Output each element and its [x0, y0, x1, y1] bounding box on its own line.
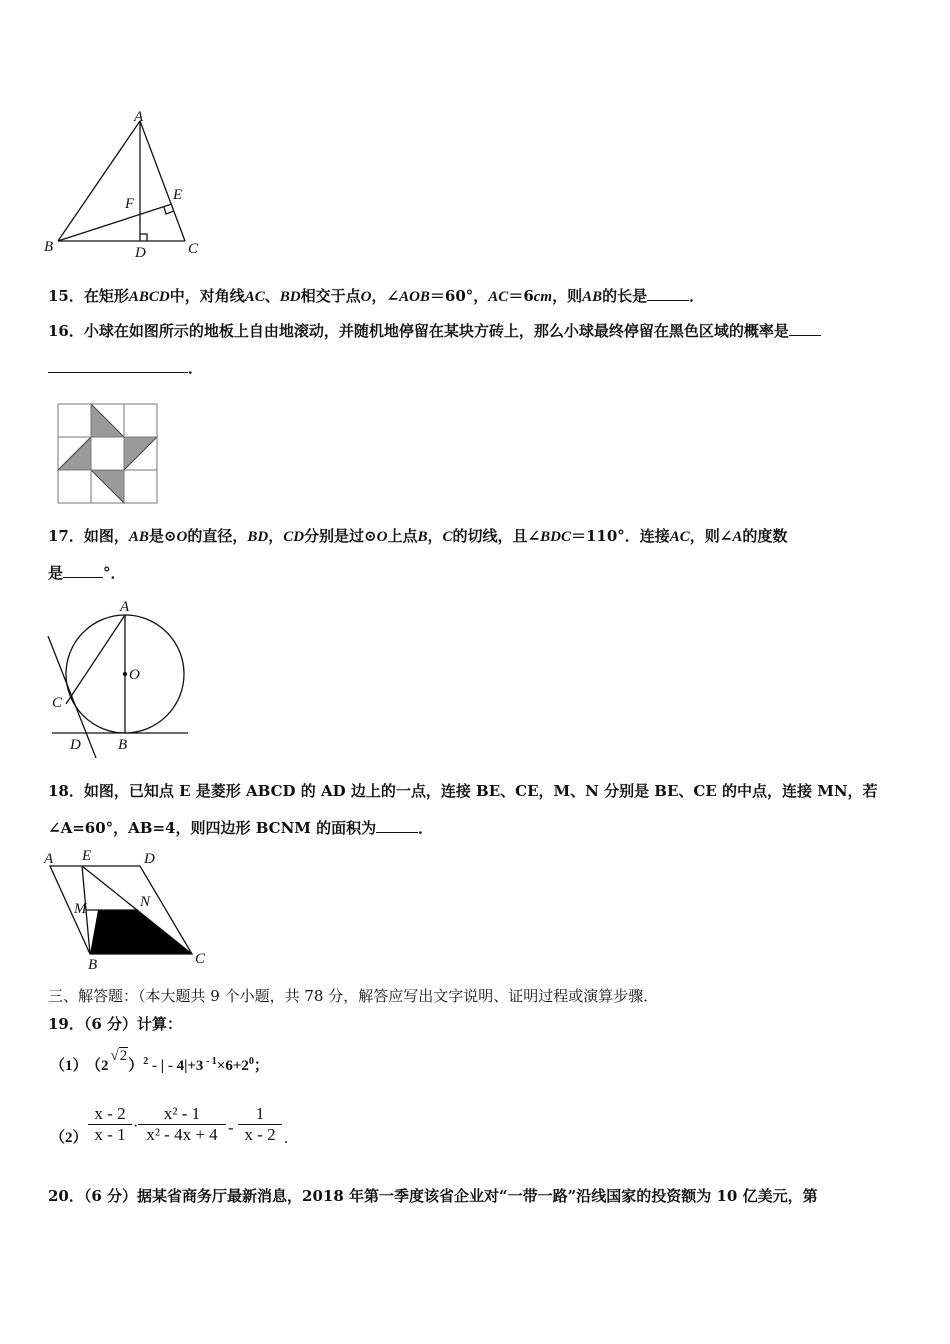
end-period [284, 1130, 288, 1148]
q17-number: 17． [48, 527, 84, 545]
q17-end: °． [103, 564, 126, 582]
q17-text: 是⊙ [148, 527, 177, 545]
q17-var: B [417, 529, 428, 545]
numerator: x - 2 [94, 1104, 126, 1123]
q15-var: cm [533, 289, 553, 305]
q15-text: 的长是 [602, 287, 648, 305]
q15-text: ＝60°， [429, 287, 489, 305]
q19-part1 [50, 1048, 269, 1075]
q20-number: 20． [48, 1187, 84, 1205]
q16-number: 16． [48, 322, 84, 340]
answer-blank[interactable] [376, 818, 418, 833]
label-d: D [144, 851, 155, 867]
question-16-line2 [48, 358, 203, 378]
label-c: C [188, 241, 199, 257]
expr-text: - | - 4|+3 [148, 1058, 204, 1074]
q15-var: ABCD [128, 289, 170, 305]
denominator: x - 2 [244, 1125, 276, 1144]
answer-blank[interactable] [48, 358, 188, 373]
label-b: B [88, 957, 98, 973]
exponent: 2 [143, 1056, 149, 1067]
sqrt-radicand: 2 [119, 1048, 128, 1064]
q20-text: （6 分）据某省商务厅最新消息，2018 年第一季度该省企业对“一带一路”沿线国家的投资额为 10 亿美元，第 [83, 1187, 818, 1205]
q18-end: ． [418, 819, 434, 837]
label-f: F [125, 196, 135, 212]
q15-var: AOB [399, 289, 430, 305]
punctuation: . [284, 1130, 288, 1147]
q17-text: ＝110°．连接 [570, 527, 670, 545]
label-d: D [70, 737, 81, 753]
q15-text: ，∠ [371, 287, 400, 305]
operator: - [228, 1118, 234, 1137]
q17-var: AC [669, 529, 690, 545]
q17-var: CD [283, 529, 305, 545]
q15-text: ＝6 [508, 287, 534, 305]
label-n: N [140, 894, 151, 910]
label-b: B [118, 737, 128, 753]
sqrt-symbol: √2 [110, 1048, 128, 1064]
section-text: 三、解答题：（本大题共 9 个小题，共 78 分，解答应写出文字说明、证明过程或演算步骤． [48, 987, 659, 1005]
circle-figure [40, 596, 195, 756]
rhombus-figure [40, 846, 215, 971]
chord-ac [66, 615, 125, 704]
quadrilateral-bcnm [90, 910, 192, 954]
label-e: E [82, 848, 92, 864]
q16-text: 小球在如图所示的地板上自由地滚动，并随机地停留在某块方砖上，那么小球最终停留在黑色区域的概率是 [83, 322, 789, 340]
q15-var: BD [279, 289, 301, 305]
q17-text: 分别是过⊙ [304, 527, 377, 545]
label-c: C [195, 951, 206, 967]
q17-text: ， [268, 527, 284, 545]
exponent: - 1 [203, 1056, 217, 1067]
q17-var: BDC [540, 529, 571, 545]
question-16 [48, 321, 821, 341]
part-label: （1） [50, 1058, 88, 1074]
part-label: （2） [50, 1130, 88, 1146]
shaded-tile-left [58, 437, 91, 470]
q18-text: ∠A=60°，AB=4，则四边形 BCNM 的面积为 [48, 819, 377, 837]
tile-floor-figure [58, 404, 158, 504]
question-19 [48, 1014, 182, 1034]
q17-var: C [442, 529, 453, 545]
q17-text: 如图， [83, 527, 129, 545]
answer-blank[interactable] [63, 563, 103, 578]
q19-part2-label [50, 1126, 88, 1147]
q16-end: ． [188, 359, 204, 377]
label-b: B [44, 239, 54, 255]
side-ac [140, 121, 185, 241]
section-heading [48, 986, 658, 1006]
question-17 [48, 526, 787, 547]
expr-text: ） [128, 1058, 144, 1074]
q17-text: 上点 [387, 527, 418, 545]
question-20 [48, 1186, 818, 1206]
q17-text: ，则∠ [689, 527, 733, 545]
q15-var: AC [488, 289, 509, 305]
expr-text: ； [253, 1058, 269, 1074]
shaded-tile-right [124, 437, 157, 470]
q15-text: 相交于点 [300, 287, 361, 305]
fraction-3 [238, 1104, 282, 1145]
expr-text: （2 [93, 1058, 109, 1074]
q15-number: 15． [48, 287, 84, 305]
question-17-line2 [48, 563, 126, 583]
triangle-figure [40, 108, 210, 260]
minus-operator [228, 1118, 234, 1138]
label-a: A [134, 109, 144, 125]
q17-var: AB [128, 529, 149, 545]
label-e: E [173, 187, 183, 203]
q15-var: AB [582, 289, 603, 305]
floor-border [58, 404, 157, 503]
q15-text: ，则 [552, 287, 583, 305]
q17-var: O [376, 529, 388, 545]
shaded-tile-top [91, 404, 124, 437]
right-angle-d [140, 234, 147, 241]
q17-var: O [176, 529, 188, 545]
q17-text: 的切线，且∠ [452, 527, 541, 545]
q17-text: 的度数 [742, 527, 788, 545]
q17-text: 是 [48, 564, 64, 582]
question-15 [48, 286, 704, 307]
q15-text: 中，对角线 [169, 287, 245, 305]
label-o: O [129, 667, 140, 683]
q15-var: O [360, 289, 372, 305]
question-18-line2 [48, 818, 433, 838]
label-m: M [74, 901, 87, 917]
shaded-tile-bottom [91, 470, 124, 503]
denominator: x - 1 [94, 1125, 126, 1144]
operator: · [133, 1118, 139, 1135]
q18-text: 如图，已知点 E 是菱形 ABCD 的 AD 边上的一点，连接 BE、CE，M、N 分别是 BE、CE 的中点，连接 MN，若 [83, 782, 878, 800]
fraction-2 [138, 1104, 226, 1145]
exponent: 0 [248, 1056, 254, 1067]
q19-text: 19．（6 分）计算： [48, 1015, 183, 1033]
q17-var: BD [247, 529, 269, 545]
numerator: x² - 1 [163, 1104, 201, 1123]
q15-text: 在矩形 [83, 287, 129, 305]
q17-var: A [732, 529, 743, 545]
label-a: A [44, 851, 54, 867]
side-ab [58, 121, 140, 241]
center-point [123, 672, 127, 676]
label-a: A [120, 599, 130, 615]
q18-number: 18． [48, 782, 84, 800]
label-c: C [52, 695, 63, 711]
question-18 [48, 781, 878, 801]
q17-text: 的直径， [187, 527, 248, 545]
q17-text: ， [427, 527, 443, 545]
denominator: x² - 4x + 4 [146, 1125, 218, 1144]
label-d: D [135, 245, 146, 261]
answer-blank[interactable] [789, 321, 821, 336]
q15-text: 、 [264, 287, 280, 305]
fraction-1 [88, 1104, 132, 1145]
expr-text: ×6+2 [216, 1058, 249, 1074]
q15-end: ． [689, 287, 705, 305]
answer-blank[interactable] [647, 286, 689, 301]
q15-var: AC [244, 289, 265, 305]
segment-be [58, 204, 172, 241]
numerator: 1 [255, 1104, 265, 1123]
